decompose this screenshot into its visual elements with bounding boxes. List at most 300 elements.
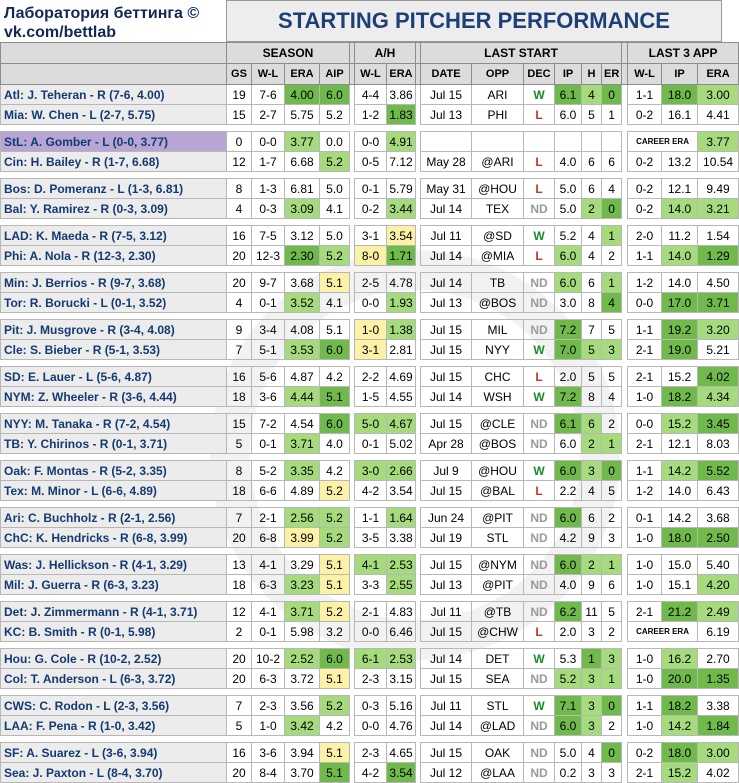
cell-ah-wl: 4-1 bbox=[355, 555, 387, 575]
cell-date: Jul 15 bbox=[421, 320, 472, 340]
separator-cell bbox=[1, 689, 739, 696]
cell-l3-era: 3.00 bbox=[698, 85, 739, 105]
cell-er: 0 bbox=[602, 85, 622, 105]
row-separator bbox=[1, 736, 739, 743]
cell-l3-era: 3.20 bbox=[698, 320, 739, 340]
cell-h: 4 bbox=[582, 85, 602, 105]
table-row[interactable] bbox=[1, 340, 739, 360]
row-separator bbox=[1, 454, 739, 461]
group-ah: A/H bbox=[355, 43, 416, 64]
cell-ah-era: 1.38 bbox=[387, 320, 416, 340]
table-row[interactable] bbox=[1, 528, 739, 548]
col-aip: AIP bbox=[320, 64, 350, 85]
pitcher-name[interactable]: KC: B. Smith - R (0-1, 5.98) bbox=[1, 622, 227, 642]
table-row[interactable] bbox=[1, 387, 739, 407]
cell-l3-wl: 1-0 bbox=[628, 669, 662, 689]
table-row[interactable] bbox=[1, 273, 739, 293]
cell-dec: L bbox=[524, 105, 555, 125]
cell-era: 3.29 bbox=[285, 555, 320, 575]
cell-gs: 8 bbox=[227, 461, 252, 481]
cell-l3-ip: 19.2 bbox=[662, 320, 698, 340]
table-row[interactable] bbox=[1, 649, 739, 669]
cell-ah-wl: 0-3 bbox=[355, 696, 387, 716]
cell-ah-wl: 2-5 bbox=[355, 273, 387, 293]
cell-gs: 18 bbox=[227, 387, 252, 407]
cell-dec: L bbox=[524, 246, 555, 266]
cell-ah-wl: 4-4 bbox=[355, 85, 387, 105]
group-last-start: LAST START bbox=[421, 43, 622, 64]
table-row[interactable] bbox=[1, 105, 739, 125]
cell-ip: 5.3 bbox=[555, 649, 582, 669]
cell-ah-era: 7.12 bbox=[387, 152, 416, 172]
pitcher-name[interactable]: Cin: H. Bailey - R (1-7, 6.68) bbox=[1, 152, 227, 172]
cell-gs: 15 bbox=[227, 414, 252, 434]
cell-ah-wl: 0-0 bbox=[355, 622, 387, 642]
cell-h: 8 bbox=[582, 387, 602, 407]
cell-h: 6 bbox=[582, 179, 602, 199]
pitcher-name[interactable]: NYM: Z. Wheeler - R (3-6, 4.44) bbox=[1, 387, 227, 407]
cell-aip: 5.2 bbox=[320, 105, 350, 125]
cell-opp: @ARI bbox=[472, 152, 524, 172]
cell-er: 5 bbox=[602, 320, 622, 340]
separator-cell bbox=[1, 548, 739, 555]
pitcher-name[interactable]: Det: J. Zimmermann - R (4-1, 3.71) bbox=[1, 602, 227, 622]
pitcher-name[interactable]: Col: T. Anderson - L (6-3, 3.72) bbox=[1, 669, 227, 689]
cell-opp: @CHW bbox=[472, 622, 524, 642]
cell-opp: @LAA bbox=[472, 763, 524, 783]
cell-er: 3 bbox=[602, 528, 622, 548]
cell-ip: 7.2 bbox=[555, 320, 582, 340]
cell-er: 4 bbox=[602, 293, 622, 313]
cell-opp: @PIT bbox=[472, 575, 524, 595]
table-row[interactable] bbox=[1, 696, 739, 716]
pitcher-name[interactable]: SF: A. Suarez - L (3-6, 3.94) bbox=[1, 743, 227, 763]
pitcher-name[interactable]: Bal: Y. Ramirez - R (0-3, 3.09) bbox=[1, 199, 227, 219]
cell-l3-era: 1.35 bbox=[698, 669, 739, 689]
cell-dec: ND bbox=[524, 528, 555, 548]
pitcher-name[interactable]: Ari: C. Buchholz - R (2-1, 2.56) bbox=[1, 508, 227, 528]
cell-ah-wl: 1-2 bbox=[355, 105, 387, 125]
cell-er: 1 bbox=[602, 555, 622, 575]
cell-aip: 5.0 bbox=[320, 226, 350, 246]
cell-opp: SEA bbox=[472, 669, 524, 689]
cell-dec: L bbox=[524, 622, 555, 642]
cell-opp: @BAL bbox=[472, 481, 524, 501]
table-row[interactable] bbox=[1, 622, 739, 642]
cell-er: 5 bbox=[602, 602, 622, 622]
cell-aip: 5.2 bbox=[320, 696, 350, 716]
cell-opp: NYY bbox=[472, 340, 524, 360]
pitcher-name[interactable]: Mil: J. Guerra - R (6-3, 3.23) bbox=[1, 575, 227, 595]
cell-aip: 5.2 bbox=[320, 602, 350, 622]
cell-h: 5 bbox=[582, 367, 602, 387]
cell-date: Apr 28 bbox=[421, 434, 472, 454]
pitcher-name[interactable]: Atl: J. Teheran - R (7-6, 4.00) bbox=[1, 85, 227, 105]
cell-l3-wl: 2-1 bbox=[628, 602, 662, 622]
cell-gs: 0 bbox=[227, 132, 252, 152]
brand-block bbox=[0, 0, 226, 42]
cell-opp: STL bbox=[472, 528, 524, 548]
pitcher-name[interactable]: Tex: M. Minor - L (6-6, 4.89) bbox=[1, 481, 227, 501]
cell-date: Jul 14 bbox=[421, 387, 472, 407]
pitcher-name[interactable]: CWS: C. Rodon - L (2-3, 3.56) bbox=[1, 696, 227, 716]
cell-gs: 20 bbox=[227, 246, 252, 266]
table-row[interactable] bbox=[1, 367, 739, 387]
cell-l3-ip: 20.0 bbox=[662, 669, 698, 689]
cell-h: 9 bbox=[582, 528, 602, 548]
cell-aip: 5.1 bbox=[320, 575, 350, 595]
cell-ip: 7.0 bbox=[555, 340, 582, 360]
pitcher-name[interactable]: Hou: G. Cole - R (10-2, 2.52) bbox=[1, 649, 227, 669]
cell-date: Jul 15 bbox=[421, 669, 472, 689]
cell-ah-era: 3.54 bbox=[387, 481, 416, 501]
cell-h: 2 bbox=[582, 199, 602, 219]
cell-l3-wl: 1-0 bbox=[628, 716, 662, 736]
cell-er: 1 bbox=[602, 105, 622, 125]
cell-ip: 0.2 bbox=[555, 763, 582, 783]
row-separator bbox=[1, 219, 739, 226]
cell-gs: 20 bbox=[227, 763, 252, 783]
cell-date: Jul 11 bbox=[421, 696, 472, 716]
cell-dec: ND bbox=[524, 508, 555, 528]
cell-era: 3.52 bbox=[285, 293, 320, 313]
table-row[interactable] bbox=[1, 669, 739, 689]
cell-ip: 6.1 bbox=[555, 414, 582, 434]
cell-era: 4.44 bbox=[285, 387, 320, 407]
cell-opp: @HOU bbox=[472, 461, 524, 481]
cell-date: Jul 12 bbox=[421, 763, 472, 783]
cell-gs: 8 bbox=[227, 179, 252, 199]
cell-ah-wl: 0-5 bbox=[355, 152, 387, 172]
cell-l3-era: 3.45 bbox=[698, 414, 739, 434]
cell-opp: PHI bbox=[472, 105, 524, 125]
cell-er: 3 bbox=[602, 649, 622, 669]
cell-opp: @NYM bbox=[472, 555, 524, 575]
pitcher-name[interactable]: Was: J. Hellickson - R (4-1, 3.29) bbox=[1, 555, 227, 575]
cell-ah-era: 2.53 bbox=[387, 555, 416, 575]
cell-h: 3 bbox=[582, 622, 602, 642]
cell-gs: 5 bbox=[227, 434, 252, 454]
cell-l3-ip: 17.0 bbox=[662, 293, 698, 313]
cell-h: 4 bbox=[582, 226, 602, 246]
cell-wl: 5-2 bbox=[252, 461, 285, 481]
cell-l3-era: 3.21 bbox=[698, 199, 739, 219]
cell-aip: 4.0 bbox=[320, 434, 350, 454]
cell-ah-wl: 0-0 bbox=[355, 716, 387, 736]
cell-l3-era: 6.43 bbox=[698, 481, 739, 501]
cell-date: Jun 24 bbox=[421, 508, 472, 528]
cell-ip: 6.0 bbox=[555, 555, 582, 575]
table-row[interactable] bbox=[1, 481, 739, 501]
cell-l3-era: 2.70 bbox=[698, 649, 739, 669]
table-row[interactable] bbox=[1, 461, 739, 481]
cell-era: 3.72 bbox=[285, 669, 320, 689]
cell-l3-era: 5.40 bbox=[698, 555, 739, 575]
cell-l3-wl: 1-0 bbox=[628, 649, 662, 669]
separator-cell bbox=[1, 313, 739, 320]
table-row[interactable] bbox=[1, 246, 739, 266]
table-row[interactable] bbox=[1, 199, 739, 219]
table-row[interactable] bbox=[1, 320, 739, 340]
cell-l3-ip: 14.0 bbox=[662, 273, 698, 293]
cell-ah-wl: 1-1 bbox=[355, 508, 387, 528]
pitcher-name[interactable]: Oak: F. Montas - R (5-2, 3.35) bbox=[1, 461, 227, 481]
cell-l3-ip: 12.1 bbox=[662, 434, 698, 454]
cell-h: 7 bbox=[582, 320, 602, 340]
cell-ah-wl: 0-0 bbox=[355, 293, 387, 313]
cell-date: Jul 14 bbox=[421, 716, 472, 736]
table-row[interactable] bbox=[1, 179, 739, 199]
cell-ah-era: 3.86 bbox=[387, 85, 416, 105]
col-ah-era: ERA bbox=[387, 64, 416, 85]
cell-ah-wl: 3-1 bbox=[355, 226, 387, 246]
cell-date: Jul 15 bbox=[421, 481, 472, 501]
cell-er: 1 bbox=[602, 434, 622, 454]
cell-aip: 4.2 bbox=[320, 461, 350, 481]
cell-l3-ip: 14.0 bbox=[662, 481, 698, 501]
cell-opp: STL bbox=[472, 696, 524, 716]
pitcher-name[interactable]: Mia: W. Chen - L (2-7, 5.75) bbox=[1, 105, 227, 125]
pitcher-name[interactable]: Tor: R. Borucki - L (0-1, 3.52) bbox=[1, 293, 227, 313]
cell-l3-era: 4.20 bbox=[698, 575, 739, 595]
cell-dec: W bbox=[524, 387, 555, 407]
cell-l3-ip: 14.0 bbox=[662, 246, 698, 266]
cell-l3-ip: 18.2 bbox=[662, 696, 698, 716]
cell-l3-era: 2.49 bbox=[698, 602, 739, 622]
cell-era: 3.23 bbox=[285, 575, 320, 595]
cell-ip: 3.0 bbox=[555, 293, 582, 313]
cell-ip: 5.2 bbox=[555, 226, 582, 246]
table-row[interactable] bbox=[1, 716, 739, 736]
cell-l3-wl: 1-0 bbox=[628, 528, 662, 548]
cell-er: 0 bbox=[602, 199, 622, 219]
cell-era: 3.99 bbox=[285, 528, 320, 548]
cell-era: 2.30 bbox=[285, 246, 320, 266]
cell-ah-wl: 4-2 bbox=[355, 481, 387, 501]
table-row[interactable] bbox=[1, 555, 739, 575]
cell-era: 3.68 bbox=[285, 273, 320, 293]
cell-ah-wl: 0-1 bbox=[355, 434, 387, 454]
table-row[interactable] bbox=[1, 132, 739, 152]
cell-ah-era: 3.38 bbox=[387, 528, 416, 548]
cell-ip: 6.2 bbox=[555, 602, 582, 622]
cell-ip: 6.1 bbox=[555, 85, 582, 105]
table-row[interactable] bbox=[1, 293, 739, 313]
cell-era: 3.70 bbox=[285, 763, 320, 783]
table-row[interactable] bbox=[1, 85, 739, 105]
cell-ah-wl: 5-0 bbox=[355, 414, 387, 434]
cell-date: Jul 14 bbox=[421, 273, 472, 293]
cell-wl: 8-4 bbox=[252, 763, 285, 783]
cell-ip bbox=[555, 132, 582, 152]
cell-dec: ND bbox=[524, 716, 555, 736]
pitcher-name[interactable]: Min: J. Berrios - R (9-7, 3.68) bbox=[1, 273, 227, 293]
cell-l3-wl: 1-0 bbox=[628, 387, 662, 407]
table-row[interactable] bbox=[1, 434, 739, 454]
row-separator bbox=[1, 548, 739, 555]
cell-date: May 28 bbox=[421, 152, 472, 172]
pitcher-name[interactable]: Phi: A. Nola - R (12-3, 2.30) bbox=[1, 246, 227, 266]
cell-l3-era: 10.54 bbox=[698, 152, 739, 172]
cell-era: 3.94 bbox=[285, 743, 320, 763]
separator-cell bbox=[1, 736, 739, 743]
cell-l3-ip: 19.0 bbox=[662, 340, 698, 360]
cell-era: 3.35 bbox=[285, 461, 320, 481]
pitcher-name[interactable]: Bos: D. Pomeranz - L (1-3, 6.81) bbox=[1, 179, 227, 199]
col-l3-era: ERA bbox=[698, 64, 739, 85]
cell-dec: W bbox=[524, 461, 555, 481]
cell-wl: 7-6 bbox=[252, 85, 285, 105]
cell-l3-ip: 13.2 bbox=[662, 152, 698, 172]
cell-h: 5 bbox=[582, 340, 602, 360]
brand-url[interactable]: vk.com/bettlab bbox=[4, 24, 117, 41]
cell-aip: 5.1 bbox=[320, 763, 350, 783]
cell-dec: ND bbox=[524, 602, 555, 622]
cell-l3-era: 4.34 bbox=[698, 387, 739, 407]
cell-l3-wl: 1-1 bbox=[628, 461, 662, 481]
cell-ip: 6.0 bbox=[555, 461, 582, 481]
cell-h: 4 bbox=[582, 481, 602, 501]
pitcher-name[interactable]: Cle: S. Bieber - R (5-1, 3.53) bbox=[1, 340, 227, 360]
table-row[interactable] bbox=[1, 743, 739, 763]
cell-era: 3.71 bbox=[285, 602, 320, 622]
group-last3: LAST 3 APP bbox=[628, 43, 739, 64]
cell-er: 0 bbox=[602, 461, 622, 481]
cell-er: 0 bbox=[602, 743, 622, 763]
separator-cell bbox=[1, 360, 739, 367]
cell-date: Jul 15 bbox=[421, 340, 472, 360]
cell-ip: 2.0 bbox=[555, 622, 582, 642]
cell-l3-era: 1.29 bbox=[698, 246, 739, 266]
pitcher-name[interactable]: LAD: K. Maeda - R (7-5, 3.12) bbox=[1, 226, 227, 246]
cell-l3-era: 8.03 bbox=[698, 434, 739, 454]
cell-ip: 6.0 bbox=[555, 246, 582, 266]
cell-ah-era: 2.53 bbox=[387, 649, 416, 669]
separator-cell bbox=[1, 595, 739, 602]
cell-wl: 2-1 bbox=[252, 508, 285, 528]
cell-ah-era: 5.02 bbox=[387, 434, 416, 454]
table-row[interactable] bbox=[1, 508, 739, 528]
table-row[interactable] bbox=[1, 414, 739, 434]
cell-ah-era: 2.66 bbox=[387, 461, 416, 481]
pitcher-name[interactable]: ChC: K. Hendricks - R (6-8, 3.99) bbox=[1, 528, 227, 548]
cell-gs: 18 bbox=[227, 481, 252, 501]
cell-dec: ND bbox=[524, 273, 555, 293]
cell-wl: 6-3 bbox=[252, 669, 285, 689]
cell-l3-wl: CAREER ERA bbox=[628, 132, 698, 152]
cell-dec: W bbox=[524, 85, 555, 105]
cell-wl: 2-3 bbox=[252, 696, 285, 716]
cell-er: 2 bbox=[602, 508, 622, 528]
brand-title: Лаборатория беттинга © bbox=[4, 5, 200, 22]
pitcher-name[interactable]: Sea: J. Paxton - L (8-4, 3.70) bbox=[1, 763, 227, 783]
cell-l3-era: 1.54 bbox=[698, 226, 739, 246]
cell-er: 3 bbox=[602, 340, 622, 360]
cell-ip: 6.0 bbox=[555, 716, 582, 736]
pitcher-name[interactable]: TB: Y. Chirinos - R (0-1, 3.71) bbox=[1, 434, 227, 454]
cell-aip: 6.0 bbox=[320, 414, 350, 434]
pitcher-table bbox=[0, 42, 739, 783]
cell-date: Jul 9 bbox=[421, 461, 472, 481]
cell-l3-ip: 14.0 bbox=[662, 199, 698, 219]
cell-era: 3.42 bbox=[285, 716, 320, 736]
cell-er: 2 bbox=[602, 414, 622, 434]
cell-l3-ip: 15.2 bbox=[662, 414, 698, 434]
cell-ah-era: 1.64 bbox=[387, 508, 416, 528]
pitcher-name[interactable]: LAA: F. Pena - R (1-0, 3.42) bbox=[1, 716, 227, 736]
pitcher-name[interactable]: Pit: J. Musgrove - R (3-4, 4.08) bbox=[1, 320, 227, 340]
cell-ah-wl: 3-0 bbox=[355, 461, 387, 481]
separator-cell bbox=[1, 642, 739, 649]
cell-h: 5 bbox=[582, 105, 602, 125]
cell-opp: @HOU bbox=[472, 179, 524, 199]
cell-opp: @PIT bbox=[472, 508, 524, 528]
cell-ah-era: 4.55 bbox=[387, 387, 416, 407]
separator-cell bbox=[1, 407, 739, 414]
table-row[interactable] bbox=[1, 152, 739, 172]
cell-ip: 5.0 bbox=[555, 199, 582, 219]
pitcher-name[interactable]: SD: E. Lauer - L (5-6, 4.87) bbox=[1, 367, 227, 387]
cell-era: 2.56 bbox=[285, 508, 320, 528]
table-row[interactable] bbox=[1, 602, 739, 622]
cell-l3-era: 5.52 bbox=[698, 461, 739, 481]
cell-h: 3 bbox=[582, 696, 602, 716]
separator-cell bbox=[1, 454, 739, 461]
cell-ah-wl: 0-0 bbox=[355, 132, 387, 152]
cell-gs: 20 bbox=[227, 528, 252, 548]
cell-l3-wl: 0-2 bbox=[628, 199, 662, 219]
cell-gs: 15 bbox=[227, 105, 252, 125]
col-era: ERA bbox=[285, 64, 320, 85]
pitcher-name[interactable]: NYY: M. Tanaka - R (7-2, 4.54) bbox=[1, 414, 227, 434]
row-separator bbox=[1, 313, 739, 320]
separator-cell bbox=[1, 172, 739, 179]
cell-era: 5.98 bbox=[285, 622, 320, 642]
pitcher-name[interactable]: StL: A. Gomber - L (0-0, 3.77) bbox=[1, 132, 227, 152]
cell-ah-wl: 0-2 bbox=[355, 199, 387, 219]
cell-ah-era: 1.93 bbox=[387, 293, 416, 313]
cell-date: Jul 15 bbox=[421, 743, 472, 763]
cell-gs: 4 bbox=[227, 293, 252, 313]
cell-gs: 16 bbox=[227, 367, 252, 387]
table-row[interactable] bbox=[1, 226, 739, 246]
cell-ip: 4.0 bbox=[555, 575, 582, 595]
table-row[interactable] bbox=[1, 575, 739, 595]
cell-gs: 12 bbox=[227, 152, 252, 172]
cell-l3-era: 5.21 bbox=[698, 340, 739, 360]
cell-l3-ip: 14.2 bbox=[662, 461, 698, 481]
col-ah-wl: W-L bbox=[355, 64, 387, 85]
cell-ah-era: 3.54 bbox=[387, 763, 416, 783]
cell-l3-wl: 0-2 bbox=[628, 105, 662, 125]
cell-wl: 7-5 bbox=[252, 226, 285, 246]
cell-h: 9 bbox=[582, 575, 602, 595]
cell-ah-era: 2.55 bbox=[387, 575, 416, 595]
cell-l3-ip: 11.2 bbox=[662, 226, 698, 246]
table-row[interactable] bbox=[1, 763, 739, 783]
col-h: H bbox=[582, 64, 602, 85]
cell-opp: @CLE bbox=[472, 414, 524, 434]
cell-wl: 0-0 bbox=[252, 132, 285, 152]
cell-l3-wl: 0-2 bbox=[628, 179, 662, 199]
col-wl: W-L bbox=[252, 64, 285, 85]
cell-l3-wl: 1-0 bbox=[628, 575, 662, 595]
cell-l3-era: 4.02 bbox=[698, 763, 739, 783]
cell-l3-era: 2.50 bbox=[698, 528, 739, 548]
cell-date: May 31 bbox=[421, 179, 472, 199]
cell-l3-wl: 2-0 bbox=[628, 226, 662, 246]
cell-wl: 1-0 bbox=[252, 716, 285, 736]
